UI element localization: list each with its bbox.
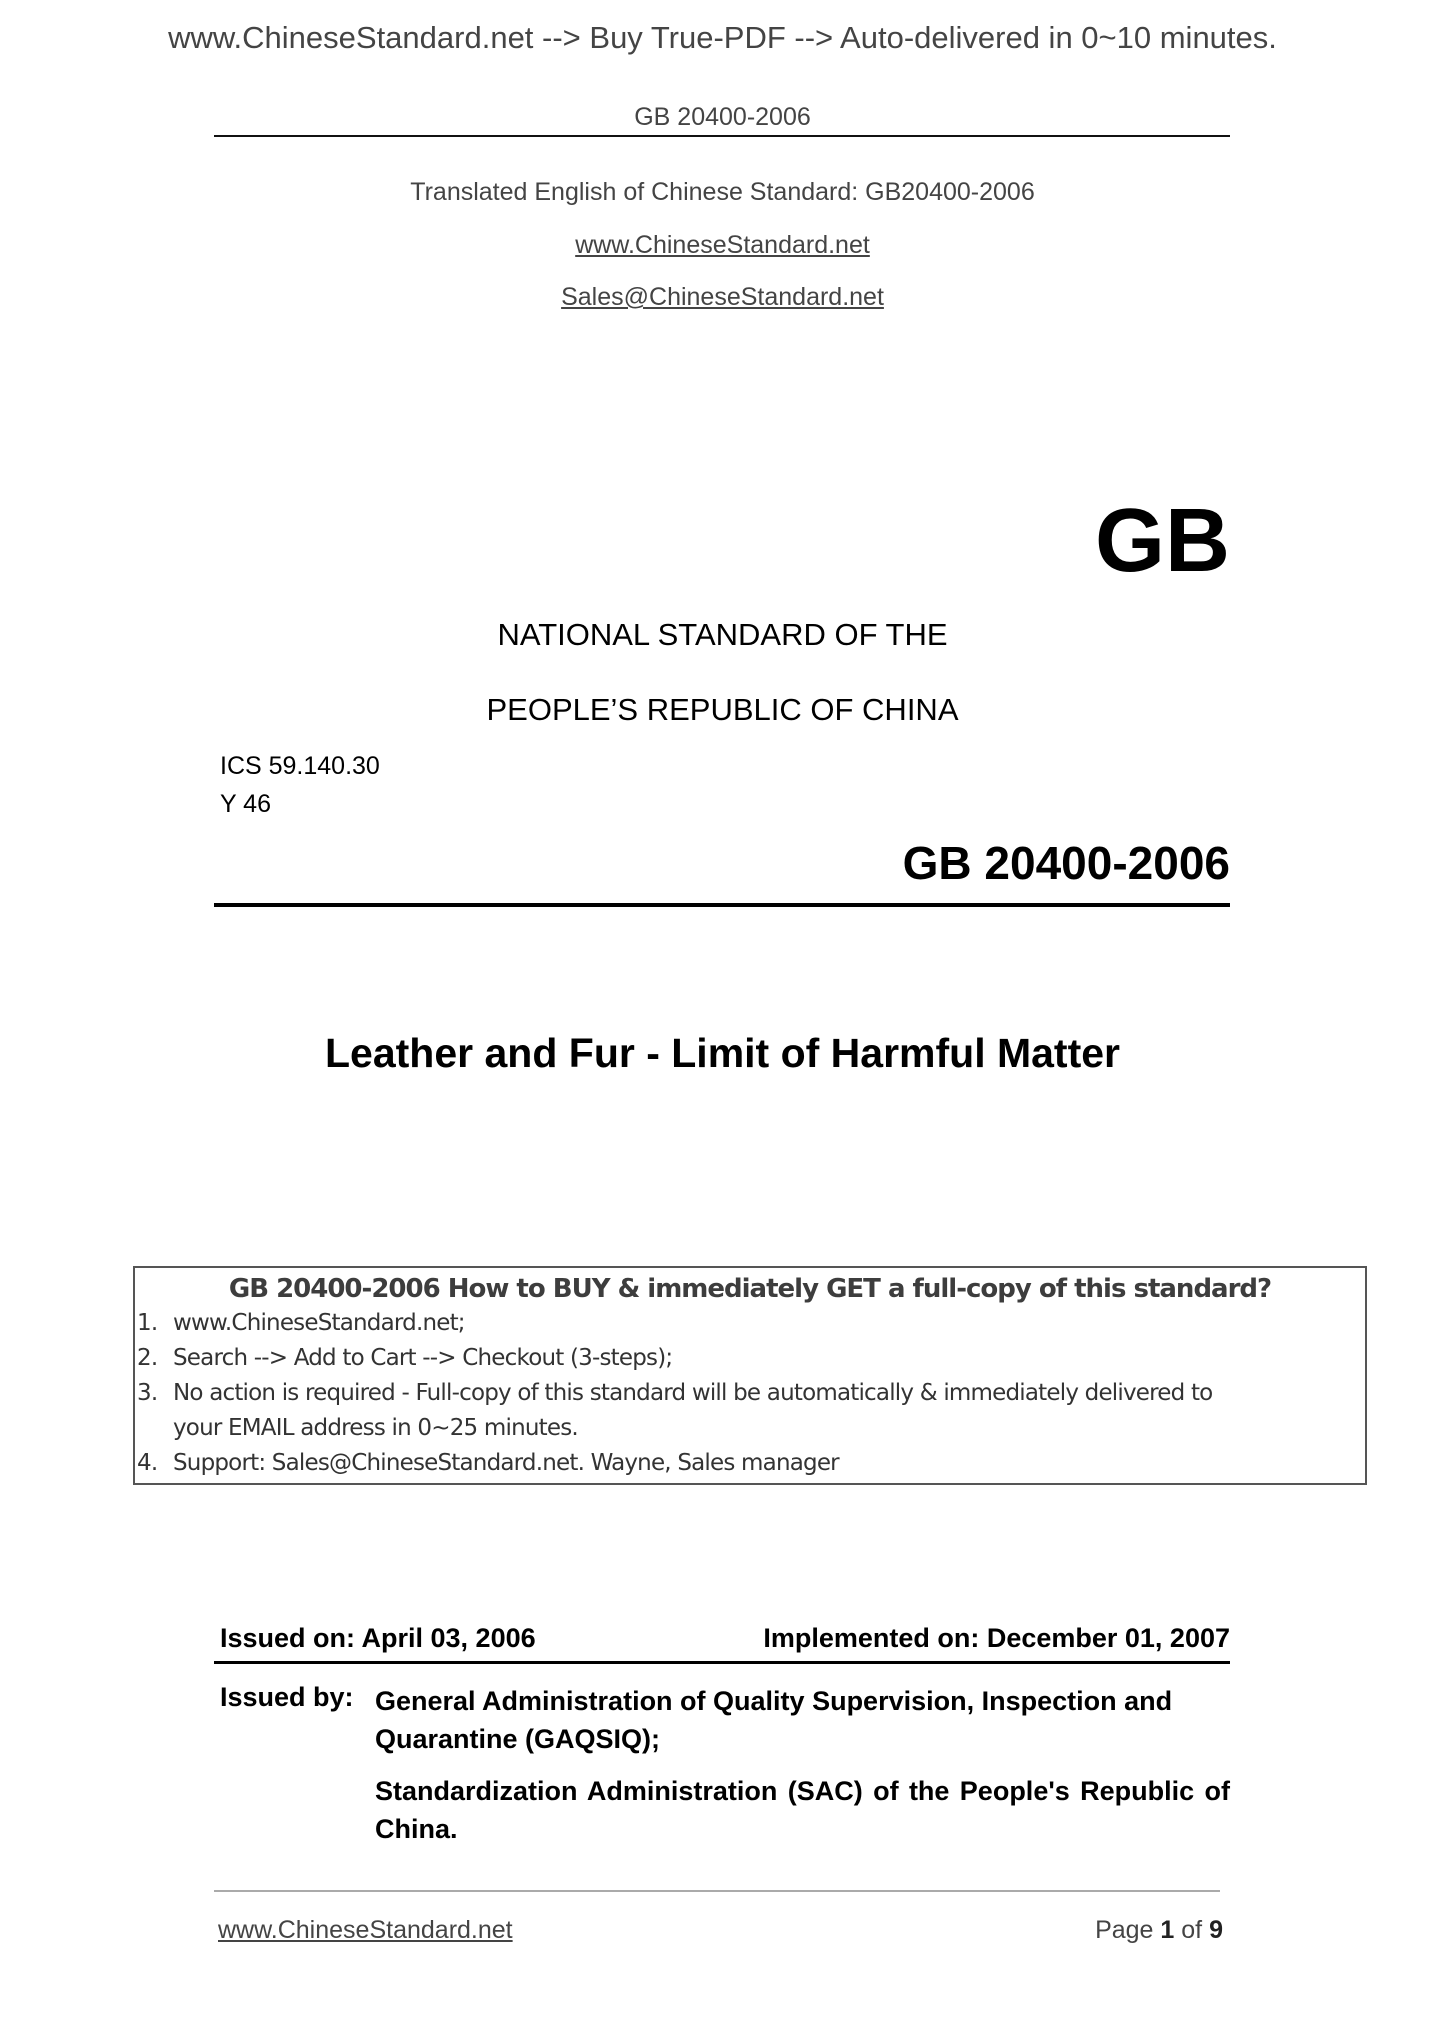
step-text: your EMAIL address in 0~25 minutes. [173, 1415, 578, 1441]
standard-number: GB 20400-2006 [902, 837, 1230, 889]
header-divider [214, 135, 1230, 137]
website-link-container [0, 231, 1445, 260]
footer-website-link[interactable]: www.ChineseStandard.net [218, 1916, 513, 1944]
national-standard-line1: NATIONAL STANDARD OF THE [497, 617, 948, 652]
step-text: Support: Sales@ChineseStandard.net. Wayne, Sales manager [173, 1450, 839, 1476]
gb-mark: GB [1095, 491, 1230, 591]
ics-code: ICS 59.140.30 [220, 752, 380, 780]
step-text: Search --> Add to Cart --> Checkout (3-steps); [173, 1345, 673, 1371]
list-item [135, 1376, 1365, 1411]
page-indicator [1095, 1916, 1223, 1945]
page-label: Page [1095, 1916, 1154, 1944]
list-item [135, 1341, 1365, 1376]
issued-by-label: Issued by: [220, 1682, 354, 1712]
step-number: 2. [137, 1345, 158, 1371]
national-standard-line2: PEOPLE’S REPUBLIC OF CHINA [486, 692, 959, 727]
document-title: Leather and Fur - Limit of Harmful Matter [325, 1030, 1120, 1076]
website-link[interactable]: www.ChineseStandard.net [575, 231, 870, 259]
step-number: 4. [137, 1450, 158, 1476]
issuer-gaqsiq: General Administration of Quality Supervision, Inspection and Quarantine (GAQSIQ); [375, 1686, 1173, 1754]
list-item [135, 1306, 1365, 1341]
email-link-container [0, 283, 1445, 312]
implemented-on-date: Implemented on: December 01, 2007 [763, 1623, 1230, 1653]
translated-notice: Translated English of Chinese Standard: GB20400-2006 [410, 178, 1035, 206]
current-page: 1 [1160, 1916, 1175, 1944]
footer-divider [214, 1890, 1220, 1892]
step-number: 3. [137, 1380, 158, 1406]
issue-divider [214, 1661, 1230, 1664]
header-standard-code: GB 20400-2006 [634, 103, 811, 131]
step-text: No action is required - Full-copy of this standard will be automatically & immediately delivered to [173, 1380, 1213, 1406]
page-of-label: of [1181, 1916, 1203, 1944]
top-banner: www.ChineseStandard.net --> Buy True-PDF --> Auto-delivered in 0~10 minutes. [168, 20, 1277, 55]
cover-divider [214, 903, 1230, 907]
list-item-continuation [135, 1411, 1365, 1446]
total-pages: 9 [1209, 1916, 1223, 1944]
purchase-box-title: GB 20400-2006 How to BUY & immediately GET a full-copy of this standard? [228, 1274, 1272, 1304]
issuer-sac: Standardization Administration (SAC) of the People's Republic of China. [375, 1776, 1230, 1844]
step-text: www.ChineseStandard.net; [173, 1310, 465, 1336]
purchase-steps-list [135, 1306, 1365, 1481]
step-number: 1. [137, 1310, 158, 1336]
classification-code: Y 46 [220, 790, 271, 818]
list-item [135, 1446, 1365, 1481]
purchase-info-box [133, 1266, 1367, 1485]
issued-on-date: Issued on: April 03, 2006 [220, 1623, 536, 1653]
email-link[interactable]: Sales@ChineseStandard.net [561, 283, 884, 311]
footer-link-container [218, 1916, 513, 1945]
